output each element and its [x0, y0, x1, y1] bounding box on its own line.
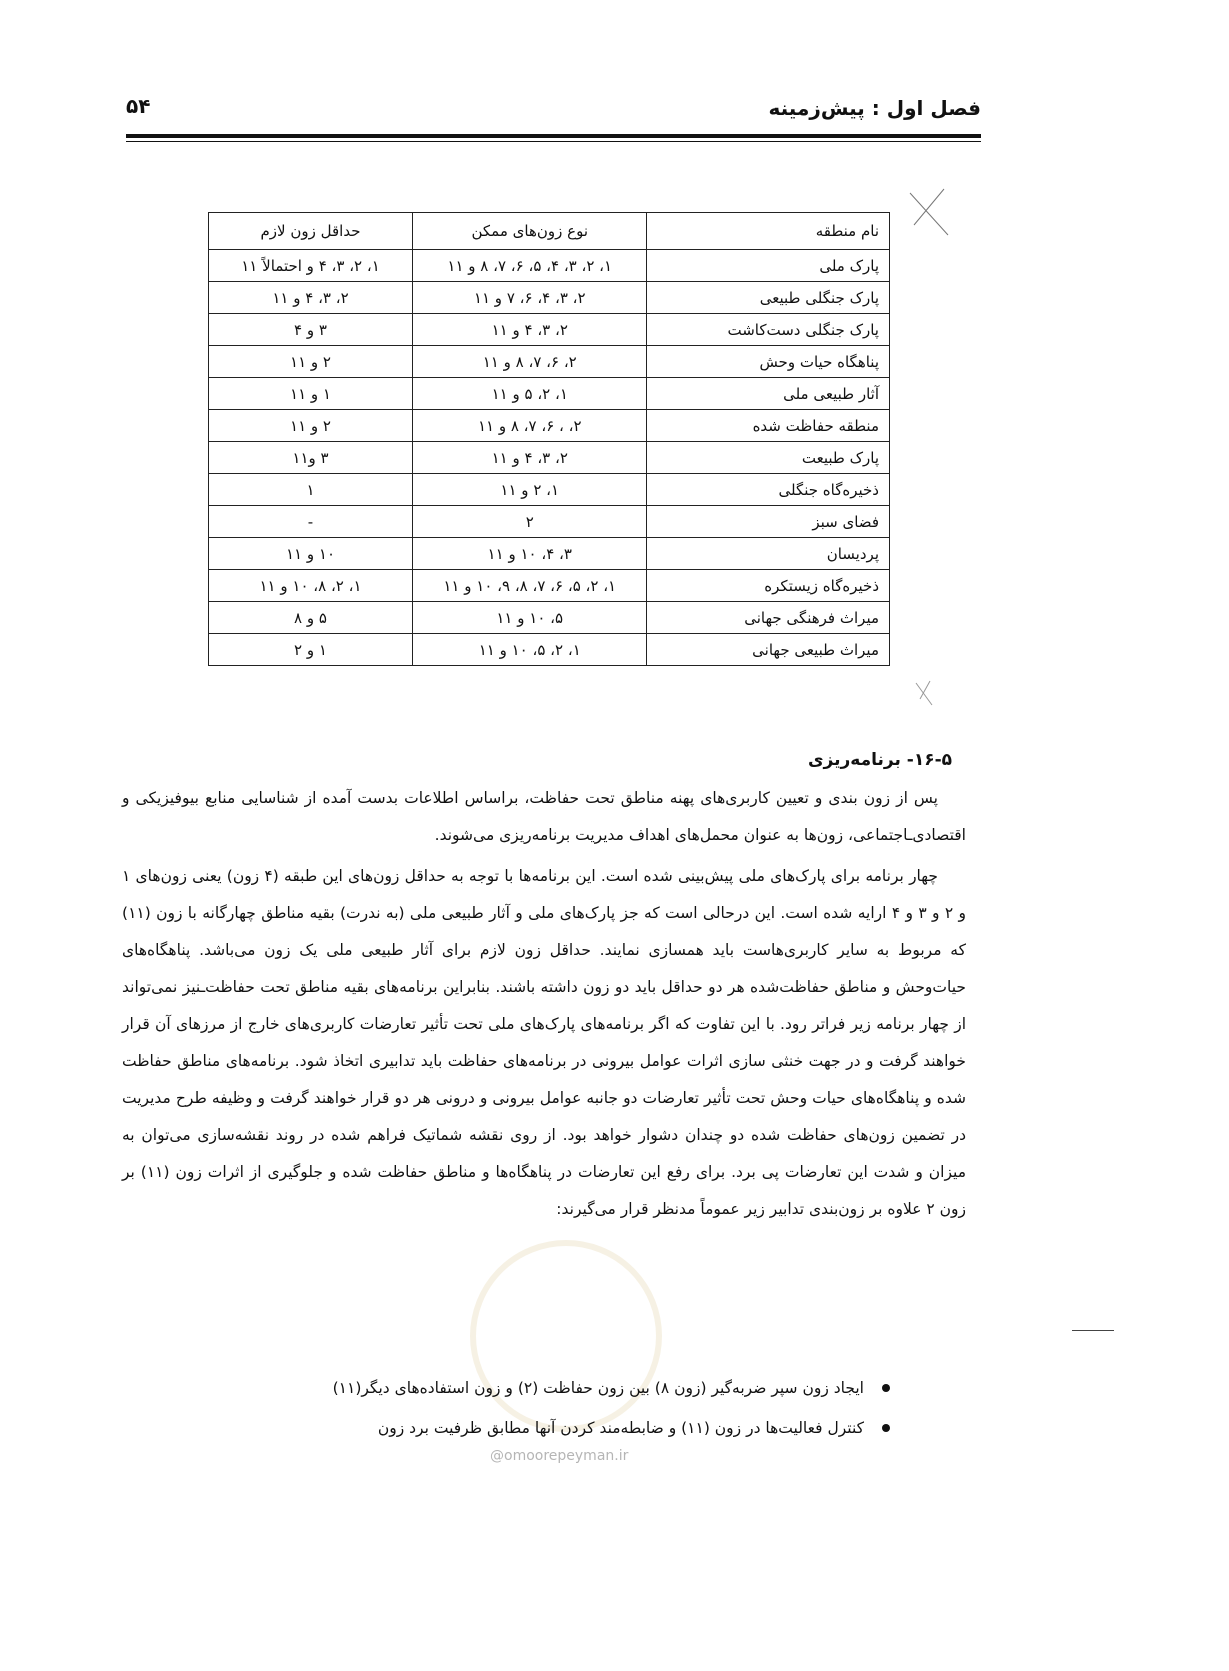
cell-area-name: پارک طبیعت	[647, 442, 890, 474]
list-item-text: ایجاد زون سپر ضربه‌گیر (زون ۸) بین زون حفاظت (۲) و زون استفاده‌های دیگر(۱۱)	[332, 1379, 864, 1397]
cell-area-name: پارک ملی	[647, 250, 890, 282]
cell-possible-zones: ۱، ۲، ۵، ۶، ۷، ۸، ۹، ۱۰ و ۱۱	[413, 570, 647, 602]
bullet-icon	[882, 1424, 890, 1432]
cell-area-name: ذخیره‌گاه جنگلی	[647, 474, 890, 506]
table-row	[209, 602, 890, 634]
column-header-possible-zones: نوع زون‌های ممکن	[413, 213, 647, 250]
table-row	[209, 634, 890, 666]
bullet-icon	[882, 1384, 890, 1392]
cell-possible-zones: ۱، ۲، ۳، ۴، ۵، ۶، ۷، ۸ و ۱۱	[413, 250, 647, 282]
header-rule-thick	[126, 134, 981, 138]
cell-possible-zones: ۲، ، ۶، ۷، ۸ و ۱۱	[413, 410, 647, 442]
cell-minimum-zones: ۱۰ و ۱۱	[209, 538, 413, 570]
table-row	[209, 570, 890, 602]
cell-area-name: پارک جنگلی طبیعی	[647, 282, 890, 314]
cell-possible-zones: ۳، ۴، ۱۰ و ۱۱	[413, 538, 647, 570]
section-heading: ۱۶-۵- برنامه‌ریزی	[807, 750, 952, 770]
cell-possible-zones: ۲، ۳، ۴، ۶، ۷ و ۱۱	[413, 282, 647, 314]
table-row	[209, 538, 890, 570]
column-header-minimum-zones: حداقل زون لازم	[209, 213, 413, 250]
cell-area-name: منطقه حفاظت شده	[647, 410, 890, 442]
cell-minimum-zones: ۱، ۲، ۸، ۱۰ و ۱۱	[209, 570, 413, 602]
table-row	[209, 282, 890, 314]
watermark-text: @omoorepeyman.ir	[490, 1448, 629, 1464]
list-item-text: کنترل فعالیت‌ها در زون (۱۱) و ضابطه‌مند کردن آنها مطابق ظرفیت برد زون	[377, 1419, 864, 1437]
cell-possible-zones: ۱، ۲ و ۱۱	[413, 474, 647, 506]
cell-minimum-zones: ۱ و ۲	[209, 634, 413, 666]
table-row	[209, 506, 890, 538]
table-header-row	[209, 213, 890, 250]
page-number: ۵۴	[126, 94, 151, 118]
cell-possible-zones: ۲، ۳، ۴ و ۱۱	[413, 314, 647, 346]
table-row	[209, 410, 890, 442]
cell-area-name: پردیسان	[647, 538, 890, 570]
cell-minimum-zones: ۱، ۲، ۳، ۴ و احتمالاً ۱۱	[209, 250, 413, 282]
cell-area-name: میراث فرهنگی جهانی	[647, 602, 890, 634]
cell-possible-zones: ۵، ۱۰ و ۱۱	[413, 602, 647, 634]
cell-minimum-zones: ۵ و ۸	[209, 602, 413, 634]
paragraph: پس از زون بندی و تعیین کاربری‌های پهنه مناطق تحت حفاظت، براساس اطلاعات بدست آمده از شناسایی منابع بیوفیزیکی و اقتصادی‌ـاجتماعی، زون‌ها به عنوان محمل‌های اهداف مدیریت برنامه‌ریزی می‌شوند.	[122, 789, 966, 844]
table-row	[209, 346, 890, 378]
cell-minimum-zones: ۲، ۳، ۴ و ۱۱	[209, 282, 413, 314]
measures-list	[250, 1368, 890, 1448]
cell-possible-zones: ۱، ۲، ۵ و ۱۱	[413, 378, 647, 410]
cell-area-name: آثار طبیعی ملی	[647, 378, 890, 410]
table-row	[209, 250, 890, 282]
table-row	[209, 314, 890, 346]
cell-minimum-zones: ۲ و ۱۱	[209, 346, 413, 378]
table-row	[209, 442, 890, 474]
cell-minimum-zones: -	[209, 506, 413, 538]
list-item	[250, 1408, 890, 1448]
cell-possible-zones: ۲، ۳، ۴ و ۱۱	[413, 442, 647, 474]
cell-area-name: میراث طبیعی جهانی	[647, 634, 890, 666]
cell-minimum-zones: ۳ و ۴	[209, 314, 413, 346]
section-body	[122, 780, 966, 1228]
cell-minimum-zones: ۱ و ۱۱	[209, 378, 413, 410]
table-row	[209, 474, 890, 506]
cell-possible-zones: ۲، ۶، ۷، ۸ و ۱۱	[413, 346, 647, 378]
cell-possible-zones: ۱، ۲، ۵، ۱۰ و ۱۱	[413, 634, 647, 666]
cell-area-name: پناهگاه حیات وحش	[647, 346, 890, 378]
cell-possible-zones: ۲	[413, 506, 647, 538]
chapter-title: فصل اول : پیش‌زمینه	[768, 96, 981, 120]
cell-minimum-zones: ۲ و ۱۱	[209, 410, 413, 442]
page-header	[126, 88, 981, 134]
paragraph: چهار برنامه برای پارک‌های ملی پیش‌بینی شده است. این برنامه‌ها با توجه به حداقل زون‌های این طبقه (۴ زون) یعنی زون‌های ۱ و ۲ و ۳ و ۴ ارایه شده است. این درحالی است که جز پارک‌های ملی و آثار طبیعی ملی (به ندرت) بقیه مناطق چهارگانه با زون (۱۱) که مربوط به سایر کاربری‌هاست باید همسازی نمایند. حداقل زون لازم برای آثار طبیعی ملی یک زون می‌باشد. پناهگاه‌های حیات‌وحش و مناطق حفاظت‌شده هر دو حداقل باید دو زون داشته باشند. بنابراین برنامه‌های بقیه مناطق تحت حفاظت‌ـنیز نمی‌تواند از چهار برنامه زیر فراتر رود. با این تفاوت که اگر برنامه‌های پارک‌های ملی تحت تأثیر تعارضات کاربری‌های خارج از مرزهای آن قرار خواهند گرفت و در جهت خنثی سازی اثرات عوامل بیرونی در برنامه‌های حفاظت باید تدابیری اتخاذ شود. برنامه‌های مناطق حفاظت شده و پناهگاه‌های حیات وحش تحت تأثیر تعارضات دو جانبه عوامل بیرونی و درونی هر دو قرار خواهند گرفت و وظیفه طرح مدیریت در تضمین زون‌های حفاظت شده دو چندان دشوار خواهد بود. از روی نقشه شماتیک فراهم شده در روند نقشه‌سازی می‌توان به میزان و شدت این تعارضات پی برد. برای رفع این تعارضات در پناهگاه‌ها و مناطق حفاظت شده و جلوگیری از اثرات زون (۱۱) بر زون ۲ علاوه بر زون‌بندی تدابیر زیر عموماً مدنظر قرار می‌گیرند:	[122, 867, 967, 1218]
table-row	[209, 378, 890, 410]
margin-scribble-bottom	[910, 675, 940, 715]
cell-area-name: پارک جنگلی دست‌کاشت	[647, 314, 890, 346]
cell-minimum-zones: ۱	[209, 474, 413, 506]
protected-areas-zoning-table	[208, 212, 890, 666]
cell-area-name: فضای سبز	[647, 506, 890, 538]
header-rule-thin	[126, 141, 981, 142]
column-header-area-name: نام منطقه	[647, 213, 890, 250]
margin-dash-mark	[1072, 1330, 1114, 1331]
cell-area-name: ذخیره‌گاه زیستکره	[647, 570, 890, 602]
margin-scribble-top	[900, 185, 960, 245]
cell-minimum-zones: ۳ و۱۱	[209, 442, 413, 474]
list-item	[250, 1368, 890, 1408]
